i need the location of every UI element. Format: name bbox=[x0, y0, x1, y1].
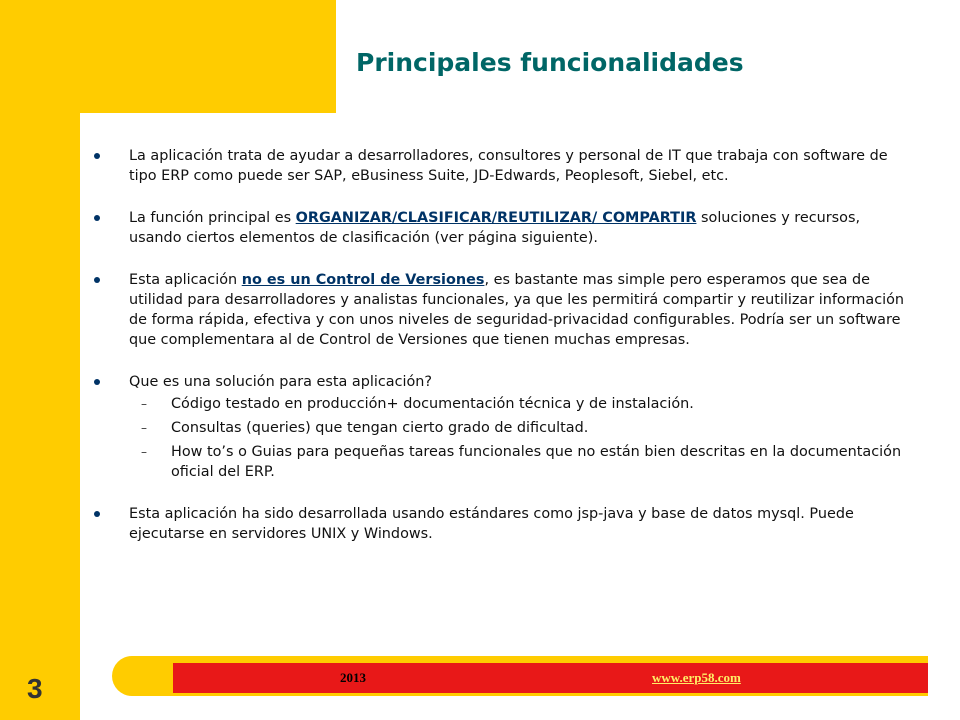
left-accent-band bbox=[0, 0, 80, 720]
sub-item-text: Código testado en producción+ documentación técnica y de instalación. bbox=[171, 396, 694, 412]
footer-red-bar bbox=[173, 663, 928, 693]
title-accent-block bbox=[80, 0, 336, 113]
bullet-text: Que es una solución para esta aplicación? bbox=[129, 374, 433, 390]
footer-website-link[interactable]: www.erp58.com bbox=[652, 670, 741, 685]
dash-icon: – bbox=[141, 445, 147, 459]
footer-year: 2013 bbox=[340, 670, 366, 685]
bullet-text-post: soluciones y recursos, usando ciertos elementos de clasificación (ver página siguiente). bbox=[129, 210, 861, 246]
bullet-dot-icon bbox=[94, 153, 100, 159]
bullet-item bbox=[92, 372, 912, 482]
bullet-text-pre: Esta aplicación bbox=[129, 272, 242, 288]
sub-list-item bbox=[129, 394, 912, 414]
bullet-dot-icon bbox=[94, 277, 100, 283]
bullet-dot-icon bbox=[94, 379, 100, 385]
slide-title: Principales funcionalidades bbox=[356, 48, 744, 77]
bullet-text: La aplicación trata de ayudar a desarrolladores, consultores y personal de IT que trabaja con software de tipo ERP como puede ser SAP, eBusiness Suite, JD-Edwards, Peoplesoft, Siebel, etc. bbox=[129, 148, 888, 184]
bullet-emphasis: no es un Control de Versiones bbox=[241, 272, 485, 288]
sub-list-item bbox=[129, 418, 912, 438]
dash-icon: – bbox=[141, 397, 147, 411]
bullet-item bbox=[92, 146, 912, 186]
sub-item-text: Consultas (queries) que tengan cierto grado de dificultad. bbox=[171, 420, 589, 436]
bullet-text: Esta aplicación ha sido desarrollada usando estándares como jsp-java y base de datos mysql. Puede ejecutarse en servidores UNIX y Windows. bbox=[129, 506, 854, 542]
bullet-item bbox=[92, 270, 912, 350]
bullet-dot-icon bbox=[94, 511, 100, 517]
sub-list bbox=[129, 394, 912, 482]
bullet-text-post: , es bastante mas simple pero esperamos que sea de utilidad para desarrolladores y analistas funcionales, ya que les permitirá compartir y reutilizar información de forma rápida, efectiva y con unos niveles de seguridad-privacidad configurables. Podría ser un software que complementara al de Control de Versiones que tienen muchas empresas. bbox=[129, 272, 905, 348]
dash-icon: – bbox=[141, 421, 147, 435]
bullet-emphasis: ORGANIZAR/CLASIFICAR/REUTILIZAR/ COMPARTIR bbox=[295, 210, 697, 226]
sub-item-text: How to’s o Guias para pequeñas tareas funcionales que no están bien descritas en la documentación oficial del ERP. bbox=[171, 444, 902, 480]
bullet-item bbox=[92, 504, 912, 544]
bullet-dot-icon bbox=[94, 215, 100, 221]
page-number: 3 bbox=[27, 673, 43, 704]
bullet-text-pre: La función principal es bbox=[129, 210, 296, 226]
bullet-list bbox=[92, 146, 912, 566]
bullet-item bbox=[92, 208, 912, 248]
sub-list-item bbox=[129, 442, 912, 482]
